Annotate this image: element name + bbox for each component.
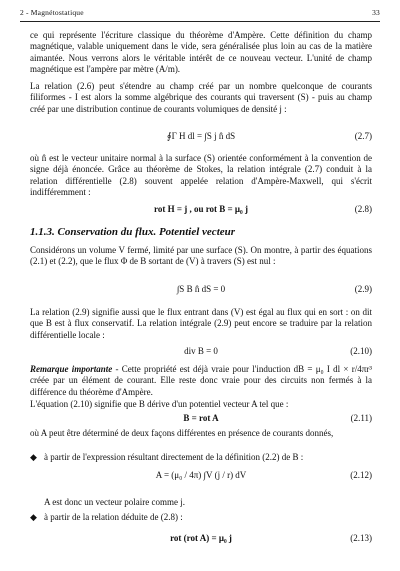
equation-formula: rot H = j , ou rot B = μ₀ j — [154, 204, 248, 214]
equation-formula: B = rot A — [183, 413, 219, 423]
section-heading: 1.1.3. Conservation du flux. Potentiel vecteur — [30, 226, 236, 238]
equation-2-13 — [30, 530, 372, 548]
paragraph-5: La relation (2.9) signifie aussi que le flux entrant dans (V) est égal au flux qui en sort : on dit que B est à flux conservatif. La relation intégrale (2.9) peut encore se traduire par la relation différentielle locale : — [30, 307, 372, 340]
paragraph-9: A est donc un vecteur polaire comme j. — [44, 497, 185, 507]
equation-2-7 — [30, 128, 372, 146]
equation-formula: ∫S B n̂ dS = 0 — [176, 284, 226, 294]
paragraph-8: où A peut être déterminé de deux façons différentes en présence de courants donnés, — [30, 428, 334, 438]
paragraph-2: La relation (2.6) peut s'étendre au champ créé par un nombre quelconque de courants filiformes - I est alors la somme algébrique des courants qui traversent (S) - puis au champ créé par une distribution continue de courants volumiques de densité j : — [30, 81, 372, 114]
equation-number: (2.7) — [354, 131, 372, 141]
bullet-item-2 — [30, 512, 372, 523]
paragraph-3: où n̂ est le vecteur unitaire normal à la surface (S) orientée conformément à la convention de signe déjà énoncée. Grâce au théorème de Stokes, la relation intégrale (2.7) conduit à la relation différentielle (2.8) souvent appelée relation d'Ampère-Maxwell, qui s'écrit indifféremment : — [30, 153, 372, 198]
equation-number: (2.10) — [350, 346, 372, 356]
equation-number: (2.9) — [354, 284, 372, 294]
bullet-text: à partir de la relation déduite de (2.8) : — [44, 512, 183, 522]
equation-2-11 — [30, 410, 372, 428]
remark-text: - Cette propriété est déjà vraie pour l'induction dB = μ₀ I dl × r/4πr³ créée par un élément de courant. Elle reste donc vraie pour des circuits non fermés à la différence du théorème d'Ampère. — [30, 364, 372, 397]
bullet-text: à partir de l'expression résultant directement de la définition (2.2) de B : — [44, 452, 304, 462]
equation-2-10 — [30, 343, 372, 361]
equation-number: (2.8) — [354, 204, 372, 214]
chapter-title: 2 - Magnétostatique — [20, 8, 84, 17]
paragraph-7: L'équation (2.10) signifie que B dérive d'un potentiel vecteur A tel que : — [30, 399, 289, 409]
bullet-item-1 — [30, 452, 372, 463]
equation-number: (2.12) — [350, 470, 372, 480]
equation-2-8 — [30, 201, 372, 219]
equation-2-12 — [30, 467, 372, 485]
equation-formula: rot (rot A) = μ₀ j — [170, 533, 232, 543]
equation-formula: div B = 0 — [184, 346, 218, 356]
equation-formula: A = (μ₀ / 4π) ∫V (j / r) dV — [155, 470, 247, 480]
equation-number: (2.11) — [350, 413, 372, 423]
bullet-icon: ◆ — [30, 452, 37, 462]
paragraph-1: ce qui représente l'écriture classique du théorème d'Ampère. Cette définition du champ magnétique, valable uniquement dans le vide, sera généralisée plus loin au cas de la matière aimantée. Nous verrons alors le véritable intérêt de ce nouveau vecteur. L'unité de champ magnétique est l'ampère par mètre (A/m). — [30, 30, 372, 75]
bullet-icon: ◆ — [30, 512, 37, 522]
paragraph-4: Considérons un volume V fermé, limité par une surface (S). On montre, à partir des équations (2.1) et (2.2), que le flux Φ de B sortant de (V) à travers (S) est nul : — [30, 245, 372, 267]
remark-label: Remarque importante — [30, 364, 113, 374]
page-number: 33 — [372, 8, 380, 17]
equation-formula: ∮Γ H dl = ∫S j n̂ dS — [166, 131, 236, 141]
running-header — [20, 8, 380, 22]
equation-number: (2.13) — [350, 533, 372, 543]
header-rule — [20, 21, 380, 22]
equation-2-9 — [30, 281, 372, 299]
remark-paragraph — [30, 364, 372, 398]
